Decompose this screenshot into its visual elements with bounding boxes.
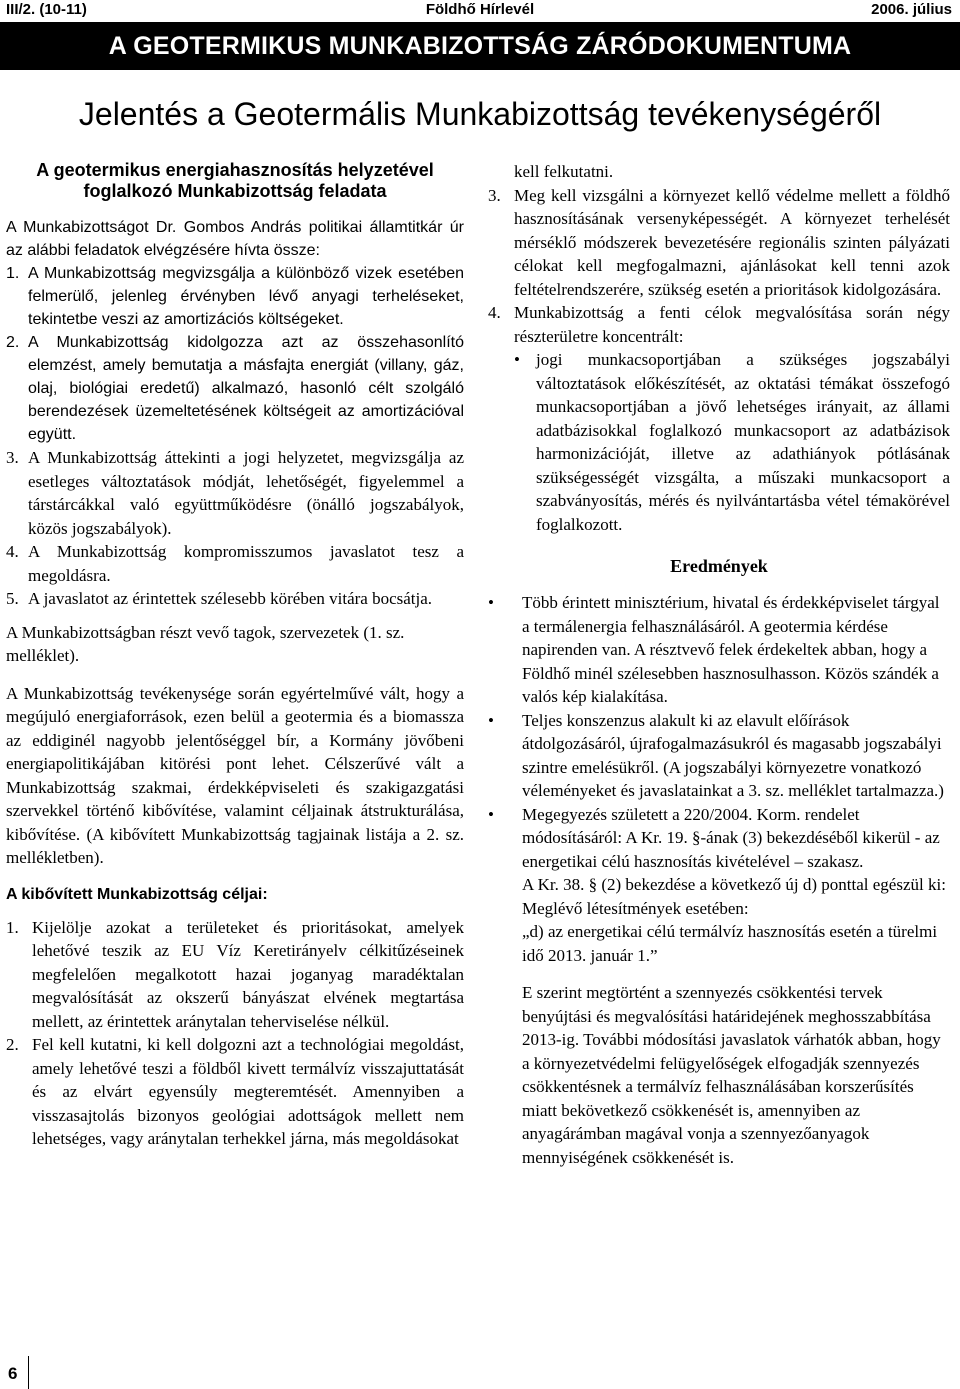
result-item bbox=[488, 709, 950, 803]
amendment-text: „d) az energetikai célú termálvíz hasznosítás esetén a türelmi idő 2013. január 1.” bbox=[522, 922, 938, 965]
footer-rule bbox=[28, 1356, 29, 1389]
amendment-text: A Kr. 38. § (2) bekezdése a következő új d) ponttal egészül ki: bbox=[522, 875, 946, 894]
bullet-dot-icon: • bbox=[488, 710, 494, 730]
section-banner: A GEOTERMIKUS MUNKABIZOTTSÁG ZÁRÓDOKUMENTUMA bbox=[0, 22, 960, 70]
task-text: A Munkabizottság kidolgozza azt az összehasonlító elemzést, amely bemutatja a másfajta energiát (villany, gáz, olaj, biológiai eredetű) alkalmazó, hasonló célt szolgáló berendezések üzemeltetésének költségeit az amortizációval együtt. bbox=[28, 334, 464, 443]
page-number: 6 bbox=[8, 1364, 18, 1383]
task-text: A Munkabizottság kompromisszumos javaslatot tesz a megoldásra. bbox=[28, 542, 464, 585]
task-number: 3. bbox=[6, 448, 19, 467]
goal-number: 4. bbox=[488, 303, 501, 322]
goals-heading: A kibővített Munkabizottság céljai: bbox=[6, 885, 268, 903]
publication-name: Földhő Hírlevél bbox=[425, 1, 535, 18]
task-text: A javaslatot az érintettek szélesebb körében vitára bocsátja. bbox=[28, 589, 433, 608]
goal-text: Kijelölje azokat a területeket és prioritásokat, amelyek lehetővé teszik az EU Víz Keretirányelv célkitűzéseinek megfelelően megalkotott hazai joganyag maradéktalan megvalósítását az okszerű bányászat elvének megtartása mellett, az érintettek aránytalan teherviselése nélkül. bbox=[32, 917, 464, 1031]
goal-item bbox=[488, 184, 950, 302]
task-item bbox=[6, 587, 464, 611]
amendment-text: Meglévő létesítmények esetében: bbox=[522, 898, 749, 918]
subteam-text: jogi munkacsoportjában a szükséges jogszabályi változtatások előkészítését, az oktatási témákat összefogó munkacsoportjában a jövő lehetséges irányait, az állami adatbázisokkal foglalkozó munkacsoport az adatbázisok harmonizációját, illetve az adathiányok pótlásának szükségességét vizsgálta, a műszaki munkacsoport a szabványosítás, mérés és nyilvántartásba vétel témakörével foglalkozott. bbox=[536, 350, 950, 534]
goal-item bbox=[488, 301, 950, 348]
task-number: 4. bbox=[6, 542, 19, 561]
results-heading: Eredmények bbox=[670, 556, 768, 576]
task-item bbox=[6, 331, 464, 446]
section-heading-line: foglalkozó Munkabizottság feladata bbox=[83, 181, 387, 201]
bullet-dot-icon: • bbox=[488, 804, 494, 824]
left-column bbox=[6, 160, 464, 1151]
running-header bbox=[0, 0, 960, 20]
section-heading-line: A geotermikus energiahasznosítás helyzetével bbox=[36, 160, 434, 180]
members-note: A Munkabizottságban részt vevő tagok, szervezetek (1. sz. melléklet). bbox=[6, 622, 405, 665]
right-column bbox=[488, 160, 950, 1169]
task-text: A Munkabizottság megvizsgálja a különböző vizek esetében felmerülő, jelenleg érvényben lévő anyagi terheléseket, tekintetbe veszi az amortizációs költségeket. bbox=[28, 265, 464, 328]
task-number: 2. bbox=[6, 334, 20, 351]
task-number: 5. bbox=[6, 589, 19, 608]
result-item bbox=[488, 591, 950, 709]
result-text: Megegyezés született a 220/2004. Korm. rendelet módosításáról: A Kr. 19. §-ának (3) bekezdéséből kikerül - az energetikai célú hasznosítás kivételével – szakasz. bbox=[522, 804, 940, 871]
subteam-bullet bbox=[488, 348, 950, 536]
task-item bbox=[6, 446, 464, 540]
goal-number: 2. bbox=[6, 1035, 19, 1054]
section-heading bbox=[6, 160, 464, 202]
result-item bbox=[488, 803, 950, 874]
goal-item bbox=[6, 1033, 464, 1151]
goal-item bbox=[6, 916, 464, 1034]
issue-number: III/2. (10-11) bbox=[6, 1, 87, 18]
continuation-text: kell felkutatni. bbox=[514, 162, 614, 181]
issue-date: 2006. július bbox=[871, 1, 952, 18]
goal-number: 3. bbox=[488, 185, 501, 205]
goal-text: Munkabizottság a fenti célok megvalósítása során négy részterületre koncentrált: bbox=[514, 303, 950, 346]
task-item bbox=[6, 540, 464, 587]
task-text: A Munkabizottság áttekinti a jogi helyzetet, megvizsgálja az esetleges változtatások módját, lehetőségét, figyelemmel a társtárcákkal való együttműködésre (önálló jogszabályok, közös jogszabályok). bbox=[28, 448, 464, 538]
goal-text: Fel kell kutatni, ki kell dolgozni azt a technológiai megoldást, amely lehetővé teszi a földből kivett termálvíz visszajuttatását és az elvárt egyensúly megteremtését. Amennyiben a visszasajtolás bizonyos geológiai adottságok mellett nem lehetséges, vagy aránytalan terhekkel járna, más megoldásokat bbox=[32, 1035, 464, 1148]
bullet-dot-icon: • bbox=[488, 593, 494, 612]
goal-number: 1. bbox=[6, 917, 19, 937]
task-item bbox=[6, 262, 464, 331]
page-title: Jelentés a Geotermális Munkabizottság tevékenységéről bbox=[78, 96, 882, 132]
bullet-dot-icon: • bbox=[514, 350, 520, 369]
closing-paragraph: E szerint megtörtént a szennyezés csökkentési tervek benyújtási és megvalósítási határidejének meghosszabbítása 2013-ig. További módosítási javaslatok várhatók abban, hogy a környezetvédelmi felügyelőségek elfogadják szennyezés csökkentésnek a termálvíz felhasználásában korszerűsítés miatt bekövetkező csökkenését is, amennyiben az anyagárámban magával vonja a szennyezőanyagok mennyiségének csökkenését is. bbox=[522, 983, 941, 1167]
activity-paragraph: A Munkabizottság tevékenysége során egyértelművé vált, hogy a megújuló energiaforrások, ezen belül a geotermia és a biomassza az eddiginél nagyobb jelentőséggel bír, a Kormány jövőbeni energiapolitikájában kitörési pont lehet. Célszerűvé vált a Munkabizottság szakmai, érdekképviseleti és szakigazgatási szervekkel történő kibővítése, valamint céljainak átstrukturálása, kibővítése. (A kibővített Munkabizottság tagjainak listája a 2. sz. mellékletben). bbox=[6, 683, 464, 867]
goal-text: Meg kell vizsgálni a környezet kellő védelme mellett a földhő hasznosításának versenyképességét. A környezet terhelését mérséklő módszerek bevezetésére regionális szinten pályázati célokat kell megfogalmazni, ajánlásokat kell tenni azok feltételrendszerére, szükség esetén a prioritások kidolgozására. bbox=[514, 185, 950, 299]
amendment-block bbox=[488, 873, 950, 967]
task-number: 1. bbox=[6, 265, 20, 282]
result-text: Több érintett minisztérium, hivatal és érdekképviselet tárgyal a termálenergia felhasználásáról. A geotermia kérdése napirenden van. A résztvevő felek érdekeltek abban, hogy a Földhő minél szélesebben hasznosulhasson. Közös szándék a valós kép kialakítása. bbox=[522, 593, 940, 706]
result-text: Teljes konszenzus alakult ki az elavult előírások átdolgozásáról, újrafogalmazásukról és magasabb jogszabályi szintre emelésükről. (A jogszabályi környezetre vonatkozó véleményeket és javaslatainkat a 3. sz. melléklet tartalmazza.) bbox=[522, 710, 944, 800]
intro-paragraph: A Munkabizottságot Dr. Gombos András politikai államtitkár úr az alábbi feladatok elvégzésére hívta össze: bbox=[6, 219, 464, 259]
